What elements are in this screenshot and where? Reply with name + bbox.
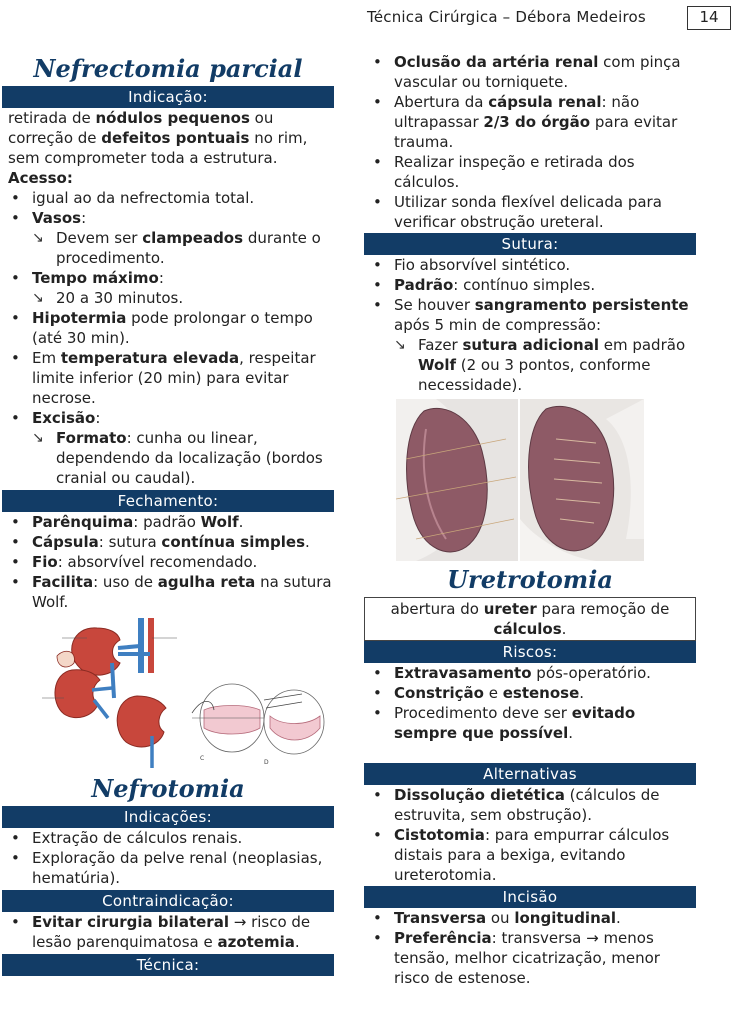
left-column — [2, 52, 334, 976]
list-item: • Facilita: uso de agulha reta na sutura Wolf. — [2, 572, 334, 612]
list-item: • Fio absorvível sintético. — [364, 255, 696, 275]
list-item: • Preferência: transversa → menos tensão, melhor cicatrização, menor risco de estenose. — [364, 928, 696, 988]
page-number: 14 — [687, 6, 731, 30]
arrow-down-right-icon: ↘ — [32, 230, 44, 246]
kidney-shape — [117, 696, 166, 747]
arrow-down-right-icon: ↘ — [394, 337, 406, 353]
section-title-uretrotomia: Uretrotomia — [447, 565, 613, 594]
section-title-nefrotomia: Nefrotomia — [91, 774, 245, 803]
bar-incisao: Incisão — [364, 886, 696, 908]
list-item: • Transversa ou longitudinal. — [364, 908, 696, 928]
list-item: • igual ao da nefrectomia total. — [2, 188, 334, 208]
surgery-photos — [396, 399, 644, 561]
acesso-list — [2, 188, 334, 488]
right-column — [364, 52, 696, 988]
bar-fechamento: Fechamento: — [2, 490, 334, 512]
svg-text:D: D — [264, 759, 269, 766]
acesso-label: Acesso: — [8, 169, 73, 187]
arrow-down-right-icon: ↘ — [32, 290, 44, 306]
bar-riscos: Riscos: — [364, 641, 696, 663]
list-item: • Excisão: ↘ Formato: cunha ou linear, dependendo da localização (bordos cranial ou caudal). — [2, 408, 334, 488]
svg-text:C: C — [200, 755, 205, 762]
contraindicacao-list — [2, 912, 334, 952]
bar-sutura: Sutura: — [364, 233, 696, 255]
sutura-list — [364, 255, 696, 395]
kidney-suture-photo — [396, 399, 644, 561]
list-item: • Se houver sangramento persistente após 5 min de compressão: ↘ Fazer sutura adicional em padrão Wolf (2 ou 3 pontos, conforme necessidade). — [364, 295, 696, 395]
bar-indicacoes: Indicações: — [2, 806, 334, 828]
sub-item: ↘ 20 a 30 minutos. — [32, 289, 184, 307]
list-item: • Padrão: contínuo simples. — [364, 275, 696, 295]
list-item: • Dissolução dietética (cálculos de estruvita, sem obstrução). — [364, 785, 696, 825]
list-item: • Realizar inspeção e retirada dos cálculos. — [364, 152, 696, 192]
list-item: • Utilizar sonda flexível delicada para verificar obstrução ureteral. — [364, 192, 696, 232]
artery-shape — [148, 618, 154, 673]
sub-item: ↘ Devem ser clampeados durante o procedimento. — [32, 229, 321, 267]
indicacao-text: retirada de nódulos pequenos ou correção de defeitos pontuais no rim, sem comprometer toda a estrutura. — [8, 109, 308, 167]
indicacoes-list — [2, 828, 334, 888]
kidney-illustration — [2, 618, 334, 768]
arrow-down-right-icon: ↘ — [32, 430, 44, 446]
list-item: • Procedimento deve ser evitado sempre que possível. — [364, 703, 696, 743]
list-item: • Hipotermia pode prolongar o tempo (até 30 min). — [2, 308, 334, 348]
bar-contraindicacao: Contraindicação: — [2, 890, 334, 912]
list-item: • Cápsula: sutura contínua simples. — [2, 532, 334, 552]
list-item: • Extração de cálculos renais. — [2, 828, 334, 848]
section-title-nefrectomia-parcial: Nefrectomia parcial — [33, 54, 303, 83]
list-item: • Extravasamento pós-operatório. — [364, 663, 696, 683]
list-item: • Oclusão da artéria renal com pinça vascular ou torniquete. — [364, 52, 696, 92]
sub-item: ↘ Fazer sutura adicional em padrão Wolf (2 ou 3 pontos, conforme necessidade). — [394, 336, 686, 394]
kidney-diagram — [2, 618, 334, 768]
uretrotomia-definition: abertura do ureter para remoção de cálculos. — [364, 597, 696, 641]
list-item: • Cistotomia: para empurrar cálculos distais para a bexiga, evitando ureterotomia. — [364, 825, 696, 885]
list-item: • Exploração da pelve renal (neoplasias, hematúria). — [2, 848, 334, 888]
list-item: • Tempo máximo: ↘ 20 a 30 minutos. — [2, 268, 334, 308]
incisao-list — [364, 908, 696, 988]
list-item: • Em temperatura elevada, respeitar limite inferior (20 min) para evitar necrose. — [2, 348, 334, 408]
bar-indicacao: Indicação: — [2, 86, 334, 108]
list-item: • Fio: absorvível recomendado. — [2, 552, 334, 572]
list-item: • Constrição e estenose. — [364, 683, 696, 703]
bar-tecnica: Técnica: — [2, 954, 334, 976]
tecnica-list — [364, 52, 696, 232]
list-item: • Parênquima: padrão Wolf. — [2, 512, 334, 532]
sub-item: ↘ Formato: cunha ou linear, dependendo da localização (bordos cranial ou caudal). — [32, 429, 323, 487]
alternativas-list — [364, 785, 696, 885]
riscos-list — [364, 663, 696, 743]
bar-alternativas: Alternativas — [364, 763, 696, 785]
list-item: • Evitar cirurgia bilateral → risco de lesão parenquimatosa e azotemia. — [2, 912, 334, 952]
list-item: • Vasos: ↘ Devem ser clampeados durante o procedimento. — [2, 208, 334, 268]
kidney-shape — [55, 670, 100, 718]
fechamento-list — [2, 512, 334, 612]
page-header-title: Técnica Cirúrgica – Débora Medeiros — [367, 8, 646, 26]
list-item: • Abertura da cápsula renal: não ultrapassar 2/3 do órgão para evitar trauma. — [364, 92, 696, 152]
